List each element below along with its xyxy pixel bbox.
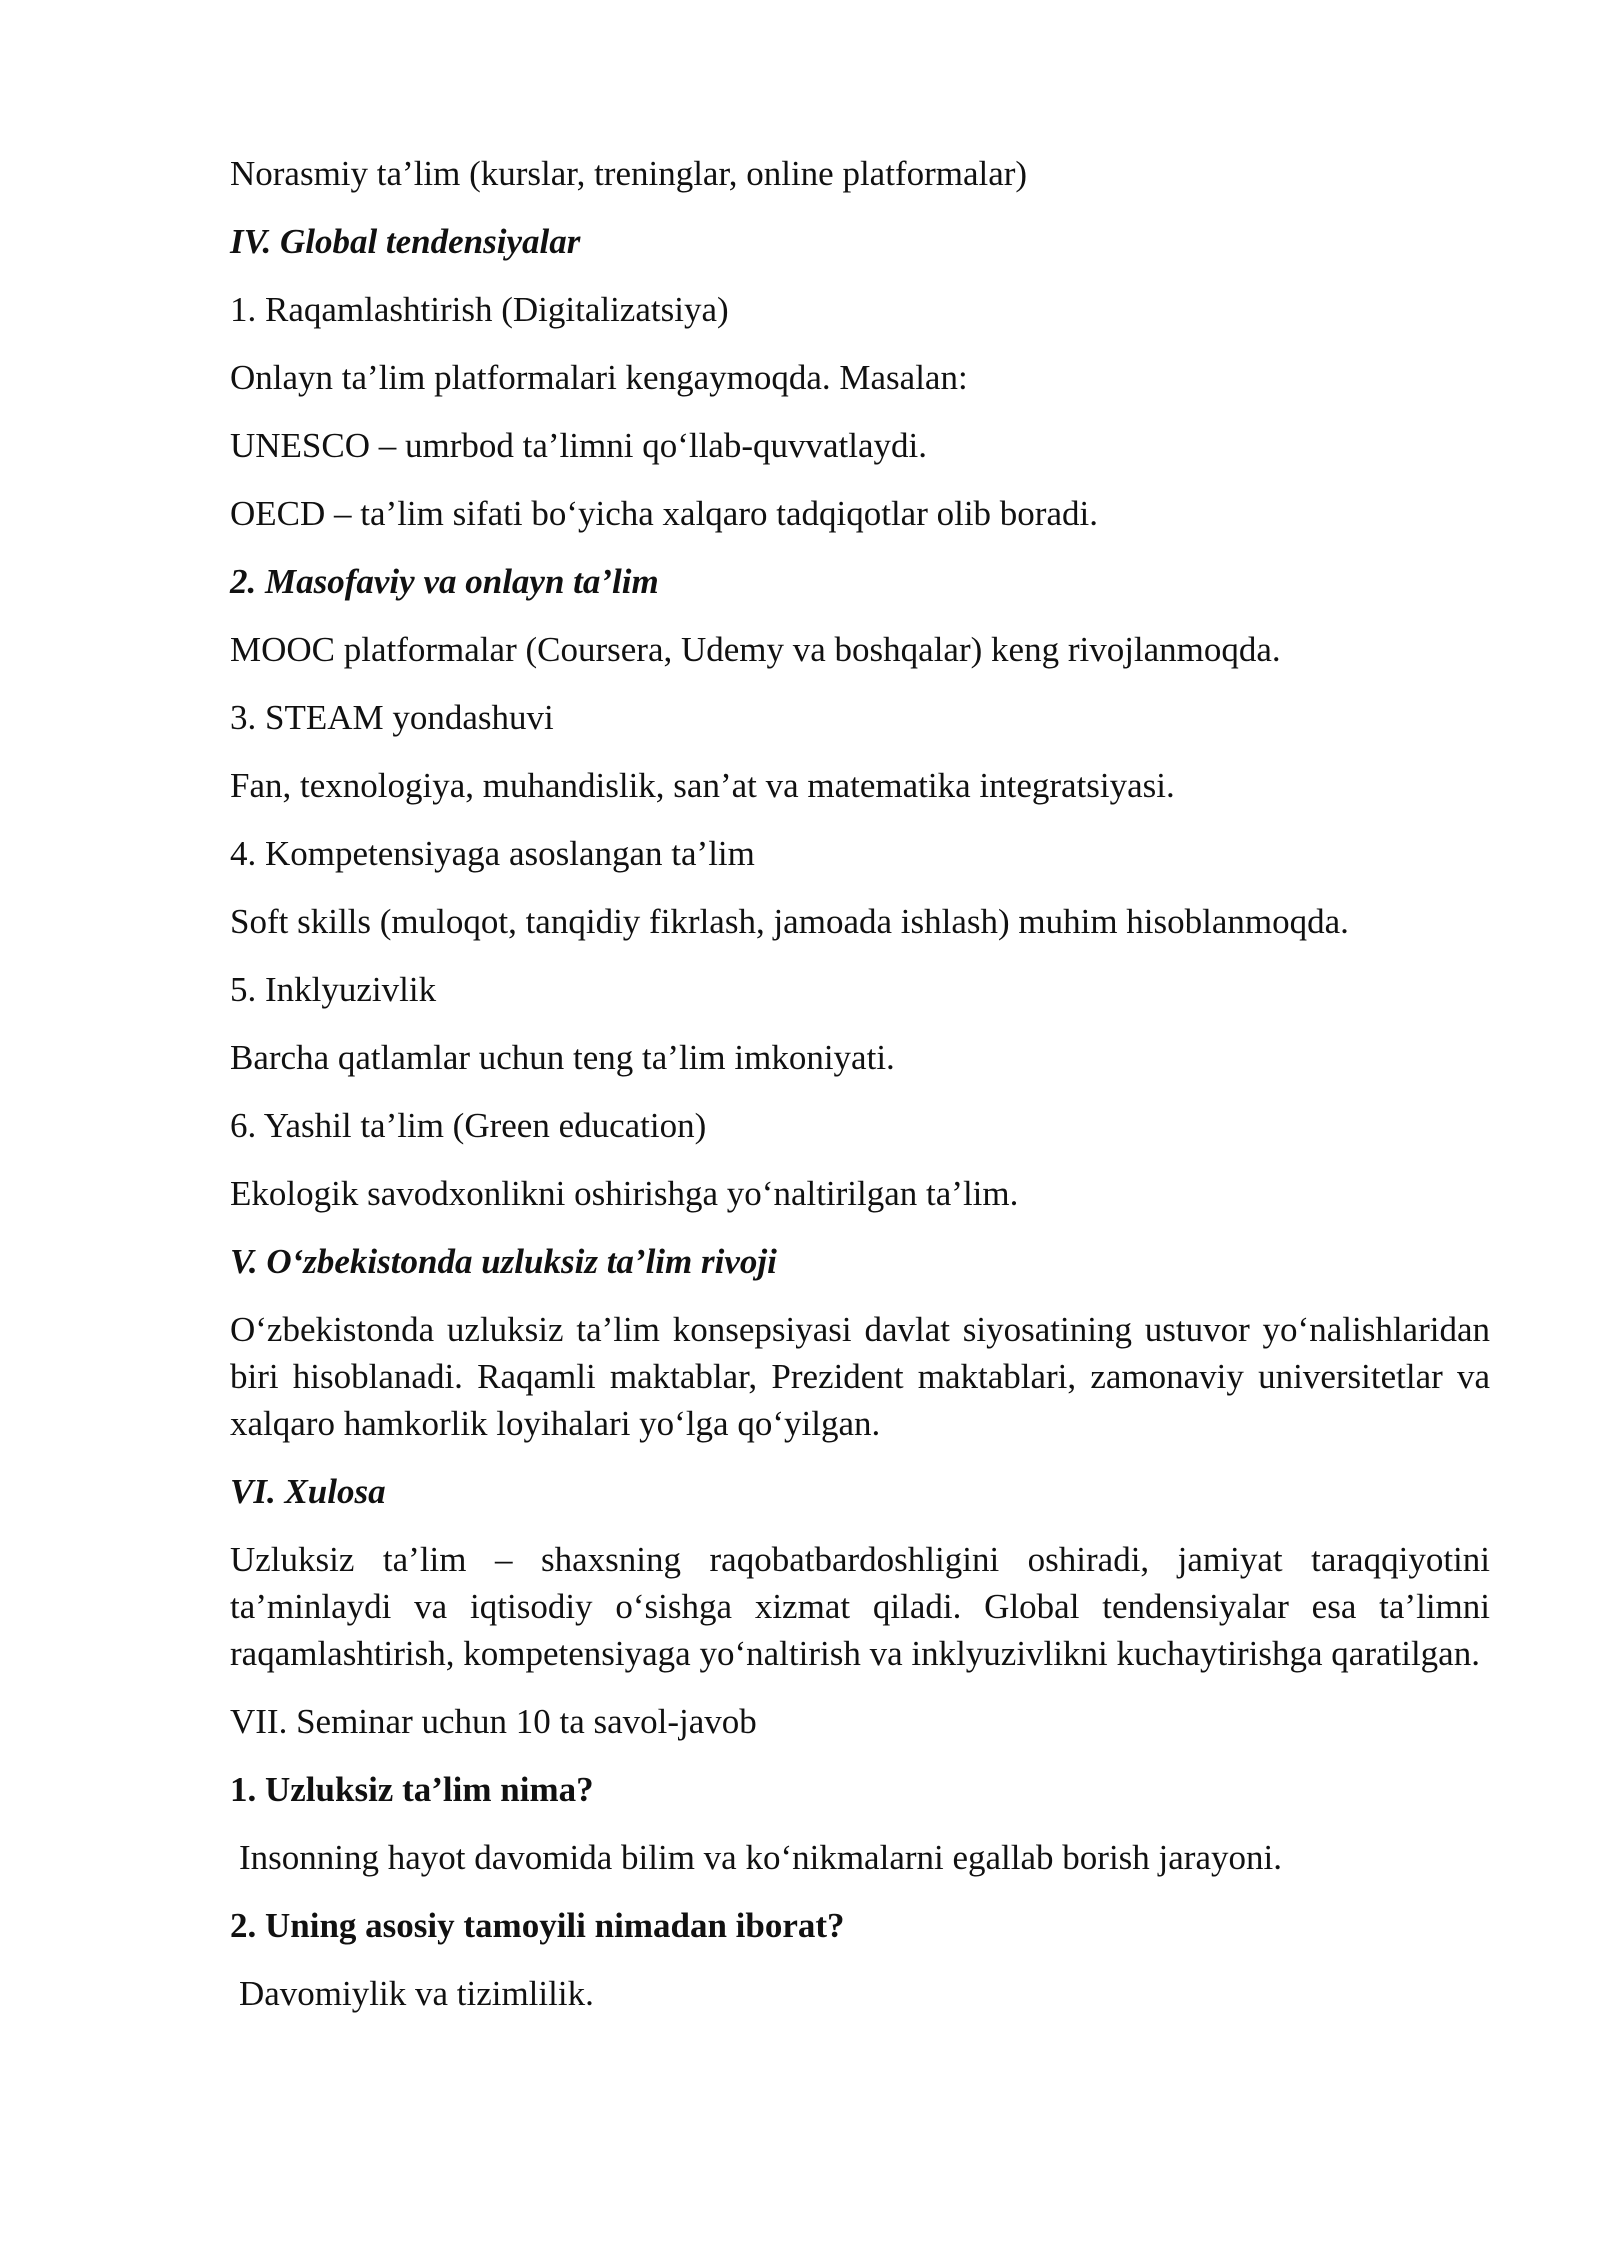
heading-distance-learning: 2. Masofaviy va onlayn ta’lim xyxy=(230,562,659,601)
heading-seminar-questions: VII. Seminar uchun 10 ta savol-javob xyxy=(230,1702,757,1741)
subheading-steam: 3. STEAM yondashuvi xyxy=(230,698,554,737)
paragraph-uzbekistan: O‘zbekistonda uzluksiz ta’lim konsepsiyasi davlat siyosatining ustuvor yo‘nalishlaridan biri hisoblanadi. Raqamli maktablar, Prezident maktablari, zamonaviy universitetlar va xalqaro hamkorlik loyihalari yo‘lga qo‘yilgan. xyxy=(230,1310,1490,1443)
paragraph-mooc: MOOC platformalar (Coursera, Udemy va boshqalar) keng rivojlanmoqda. xyxy=(230,630,1281,669)
question-1: 1. Uzluksiz ta’lim nima? xyxy=(230,1770,594,1809)
paragraph-steam: Fan, texnologiya, muhandislik, san’at va matematika integratsiyasi. xyxy=(230,766,1175,805)
subheading-digitalization: 1. Raqamlashtirish (Digitalizatsiya) xyxy=(230,290,729,329)
heading-global-trends: IV. Global tendensiyalar xyxy=(230,222,581,261)
paragraph-unesco: UNESCO – umrbod ta’limni qo‘llab-quvvatlaydi. xyxy=(230,426,927,465)
subheading-competency: 4. Kompetensiyaga asoslangan ta’lim xyxy=(230,834,755,873)
document-page xyxy=(230,150,1490,2038)
paragraph-inclusivity: Barcha qatlamlar uchun teng ta’lim imkoniyati. xyxy=(230,1038,895,1077)
heading-conclusion: VI. Xulosa xyxy=(230,1472,386,1511)
paragraph-oecd: OECD – ta’lim sifati bo‘yicha xalqaro tadqiqotlar olib boradi. xyxy=(230,494,1098,533)
subheading-green-education: 6. Yashil ta’lim (Green education) xyxy=(230,1106,707,1145)
question-2: 2. Uning asosiy tamoyili nimadan iborat? xyxy=(230,1906,845,1945)
answer-1: Insonning hayot davomida bilim va ko‘nikmalarni egallab borish jarayoni. xyxy=(239,1838,1282,1877)
paragraph-conclusion: Uzluksiz ta’lim – shaxsning raqobatbardoshligini oshiradi, jamiyat taraqqiyotini ta’minlaydi va iqtisodiy o‘sishga xizmat qiladi. Global tendensiyalar esa ta’limni raqamlashtirish, kompetensiyaga yo‘naltirish va inklyuzivlikni kuchaytirishga qaratilgan. xyxy=(230,1540,1490,1673)
heading-uzbekistan: V. O‘zbekistonda uzluksiz ta’lim rivoji xyxy=(230,1242,777,1281)
subheading-inclusivity: 5. Inklyuzivlik xyxy=(230,970,437,1009)
paragraph-soft-skills: Soft skills (muloqot, tanqidiy fikrlash, jamoada ishlash) muhim hisoblanmoqda. xyxy=(230,902,1349,941)
paragraph-green-education: Ekologik savodxonlikni oshirishga yo‘naltirilgan ta’lim. xyxy=(230,1174,1019,1213)
paragraph-online-platforms: Onlayn ta’lim platformalari kengaymoqda. Masalan: xyxy=(230,358,968,397)
paragraph-nonformal-education: Norasmiy ta’lim (kurslar, treninglar, online platformalar) xyxy=(230,154,1028,193)
answer-2: Davomiylik va tizimlilik. xyxy=(239,1974,594,2013)
